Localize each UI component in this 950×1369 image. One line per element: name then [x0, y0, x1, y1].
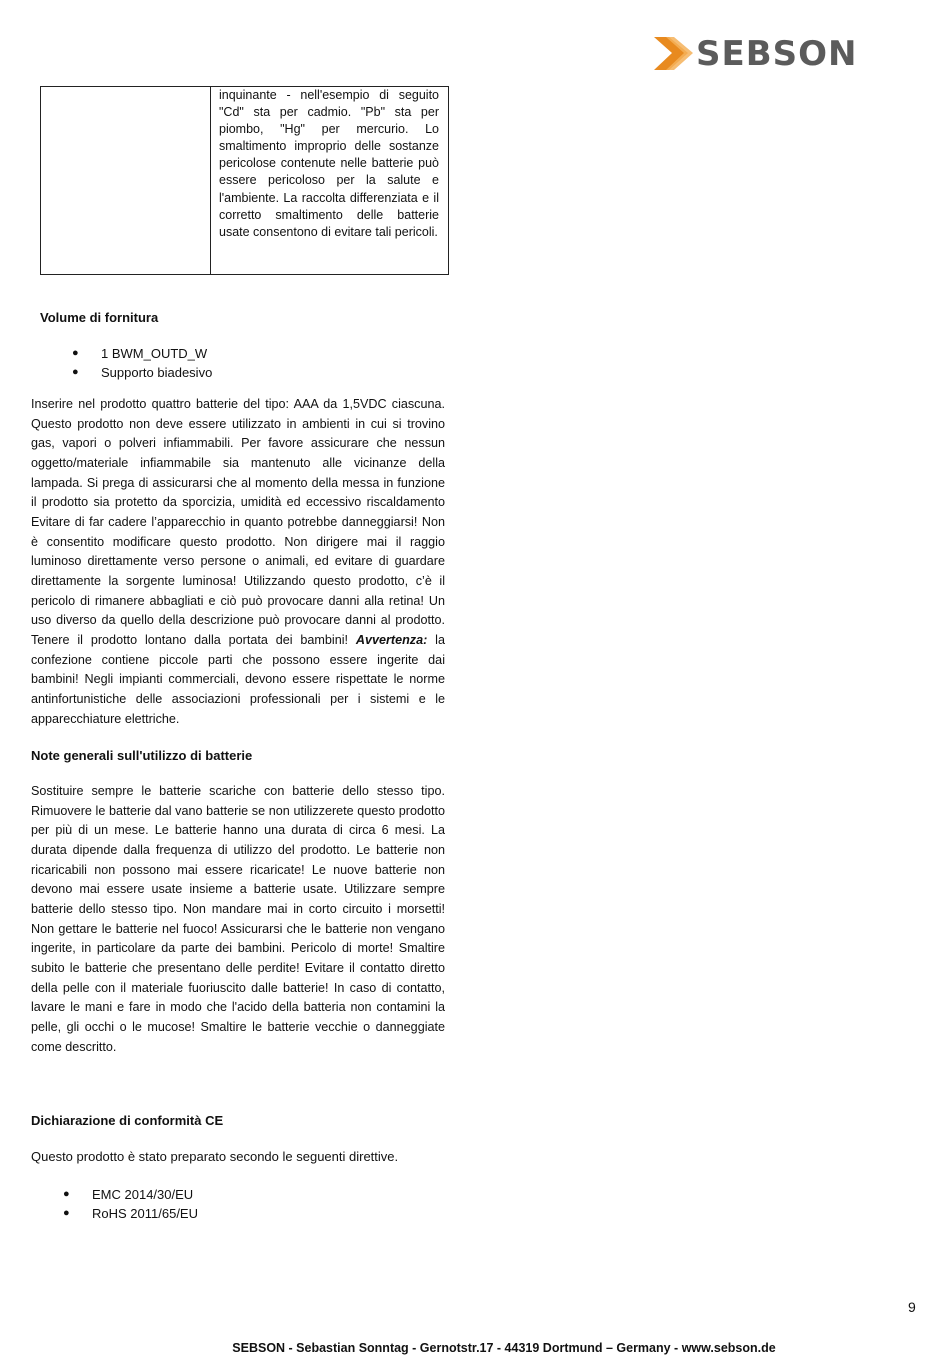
conformita-intro: Questo prodotto è stato preparato secondo le seguenti direttive.	[31, 1149, 399, 1164]
list-item	[72, 363, 213, 382]
list-item-text: 1 BWM_OUTD_W	[101, 346, 208, 361]
fornitura-list	[72, 344, 213, 382]
list-item	[63, 1185, 198, 1204]
fornitura-heading: Volume di fornitura	[40, 310, 159, 325]
table-right-cell-text: inquinante - nell'esempio di seguito "Cd" sta per cadmio. "Pb" sta per piombo, "Hg" per mercurio. Lo smaltimento improprio delle sostanze pericolose contenute nelle batterie può essere pericoloso per la salute e l'ambiente. La raccolta differenziata e il corretto smaltimento delle batterie usate consentono di evitare tali pericoli.	[219, 88, 439, 239]
warning-label: Avvertenza:	[355, 632, 428, 647]
list-item	[72, 344, 212, 363]
logo-text: SEBSON	[696, 34, 858, 74]
bullet-icon: ●	[72, 366, 79, 378]
double-chevron-logo-icon	[652, 34, 696, 74]
battery-info-table	[40, 86, 449, 275]
batterie-heading: Note generali sull'utilizzo di batterie	[31, 748, 253, 763]
table-left-cell	[41, 87, 211, 274]
conformita-heading: Dichiarazione di conformità CE	[31, 1113, 224, 1128]
bullet-icon: ●	[72, 347, 79, 359]
safety-text-before: Inserire nel prodotto quattro batterie del tipo: AAA da 1,5VDC ciascuna. Questo prodotto non deve essere utilizzato in ambienti in cui si trovino gas, vapori o polveri infiammabili. Per favore assicurare che nessun oggetto/materiale infiammabile sia mantenuto alle vicinanze della lampada. Si prega di assicurarsi che al momento della messa in funzione il prodotto sia protetto da sporcizia, umidità ed eccessivo riscaldamento Evitare di far cadere l’apparecchio in quanto potrebbe danneggiarsi! Non è consentito modificare questo prodotto. Non dirigere mai il raggio luminoso direttamente verso persone o animali, ed evitare di guardare direttamente la sorgente luminosa! Utilizzando questo prodotto, c’è il pericolo di rimanere abbagliati e ciò può provocare danni alla retina! Un uso diverso da quello della descrizione può provocare danni al prodotto. Tenere il prodotto lontano dalla portata dei bambini!	[31, 397, 445, 647]
bullet-icon: ●	[63, 1188, 70, 1200]
conformita-list	[63, 1185, 198, 1223]
safety-text-after: la confezione contiene piccole parti che possono essere ingerite dai bambini! Negli impianti commerciali, devono essere rispettate le norme antinfortunistiche delle associazioni professionali per i sistemi e le apparecchiature elettriche.	[31, 632, 445, 726]
batterie-paragraph: Sostituire sempre le batterie scariche con batterie dello stesso tipo. Rimuovere le batterie dal vano batterie se non utilizzerete questo prodotto per più di un mese. Le batterie hanno una durata di circa 6 mesi. La durata dipende dalla frequenza di utilizzo del prodotto. Le batterie non ricaricabili non possono mai essere ricaricate! Le nuove batterie non devono mai essere usate insieme a batterie usate. Utilizzare sempre batterie dello stesso tipo. Non mandare mai in corto circuito i morsetti! Non gettare le batterie nel fuoco! Assicurarsi che le batterie non vengano ingerite, in particolare da parte dei bambini. Pericolo di morte! Smaltire subito le batterie che presentano delle perdite! Evitare il contatto diretto della pelle con il materiale fuoriuscito dalle batterie! In caso di contatto, lavare le mani e fare in modo che l'acido della batteria non contamini la pelle, gli occhi o le mucose! Smaltire le batterie vecchie o danneggiate come descritto.	[31, 784, 445, 1054]
list-item-text: Supporto biadesivo	[101, 365, 213, 380]
page-number: 9	[908, 1299, 916, 1315]
safety-paragraph	[31, 395, 445, 729]
list-item-text: EMC 2014/30/EU	[92, 1187, 194, 1202]
list-item	[63, 1204, 198, 1223]
sebson-logo	[652, 34, 860, 74]
bullet-icon: ●	[63, 1207, 70, 1219]
page-footer: SEBSON - Sebastian Sonntag - Gernotstr.17 - 44319 Dortmund – Germany - www.sebson.de	[232, 1341, 776, 1355]
list-item-text: RoHS 2011/65/EU	[92, 1206, 198, 1221]
